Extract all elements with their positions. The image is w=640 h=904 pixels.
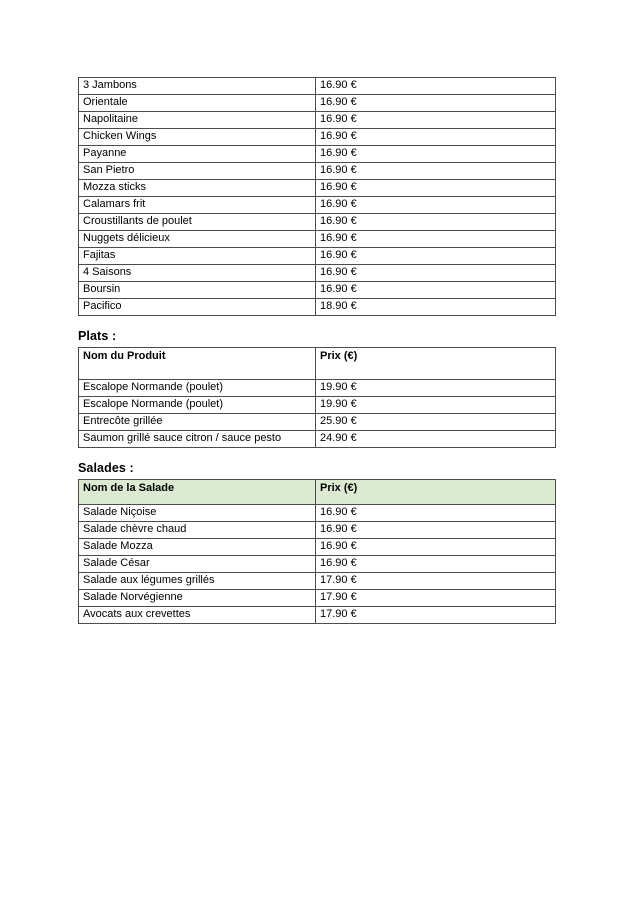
item-name-cell: Orientale: [79, 95, 316, 112]
item-price-cell: 25.90 €: [316, 414, 556, 431]
table-row: [79, 522, 556, 539]
item-price-cell: 16.90 €: [316, 265, 556, 282]
pizzas-snacks-table: [78, 77, 556, 316]
section-spacer: [78, 316, 555, 328]
item-price-cell: 18.90 €: [316, 299, 556, 316]
item-name-cell: Boursin: [79, 282, 316, 299]
table-row: [79, 214, 556, 231]
table-row: [79, 299, 556, 316]
table-row: [79, 197, 556, 214]
table-row: [79, 556, 556, 573]
table-row: [79, 380, 556, 397]
item-price-cell: 16.90 €: [316, 214, 556, 231]
table-row: [79, 231, 556, 248]
table-body: [79, 78, 556, 316]
item-name-cell: Napolitaine: [79, 112, 316, 129]
item-price-cell: 16.90 €: [316, 146, 556, 163]
item-price-cell: 17.90 €: [316, 573, 556, 590]
column-header-name: Nom de la Salade: [79, 480, 316, 505]
item-name-cell: Salade César: [79, 556, 316, 573]
column-header-name: Nom du Produit: [79, 348, 316, 380]
table-row: [79, 573, 556, 590]
document-content-column: [78, 77, 555, 624]
item-price-cell: 24.90 €: [316, 431, 556, 448]
item-name-cell: Escalope Normande (poulet): [79, 380, 316, 397]
table-row: [79, 248, 556, 265]
item-name-cell: Salade chèvre chaud: [79, 522, 316, 539]
item-name-cell: Salade aux légumes grillés: [79, 573, 316, 590]
column-header-price: Prix (€): [316, 480, 556, 505]
item-name-cell: San Pietro: [79, 163, 316, 180]
item-price-cell: 16.90 €: [316, 78, 556, 95]
item-price-cell: 16.90 €: [316, 556, 556, 573]
item-name-cell: Chicken Wings: [79, 129, 316, 146]
table-row: [79, 146, 556, 163]
item-name-cell: 4 Saisons: [79, 265, 316, 282]
item-name-cell: Fajitas: [79, 248, 316, 265]
item-price-cell: 17.90 €: [316, 590, 556, 607]
item-name-cell: 3 Jambons: [79, 78, 316, 95]
item-name-cell: Mozza sticks: [79, 180, 316, 197]
table-head: [79, 480, 556, 505]
item-price-cell: 16.90 €: [316, 95, 556, 112]
table-row: [79, 129, 556, 146]
item-price-cell: 19.90 €: [316, 397, 556, 414]
item-name-cell: Croustillants de poulet: [79, 214, 316, 231]
item-name-cell: Saumon grillé sauce citron / sauce pesto: [79, 431, 316, 448]
item-price-cell: 16.90 €: [316, 282, 556, 299]
item-price-cell: 17.90 €: [316, 607, 556, 624]
table-row: [79, 95, 556, 112]
table-row: [79, 112, 556, 129]
item-name-cell: Payanne: [79, 146, 316, 163]
item-name-cell: Entrecôte grillée: [79, 414, 316, 431]
table-head: [79, 348, 556, 380]
item-price-cell: 16.90 €: [316, 197, 556, 214]
item-name-cell: Salade Niçoise: [79, 505, 316, 522]
table-header-row: [79, 480, 556, 505]
table-row: [79, 397, 556, 414]
item-name-cell: Escalope Normande (poulet): [79, 397, 316, 414]
section-spacer: [78, 448, 555, 460]
table-row: [79, 539, 556, 556]
table-row: [79, 265, 556, 282]
item-name-cell: Salade Norvégienne: [79, 590, 316, 607]
table-row: [79, 78, 556, 95]
item-name-cell: Pacifico: [79, 299, 316, 316]
item-name-cell: Salade Mozza: [79, 539, 316, 556]
item-price-cell: 16.90 €: [316, 180, 556, 197]
salades-section-heading: Salades :: [78, 461, 134, 475]
item-price-cell: 19.90 €: [316, 380, 556, 397]
table-row: [79, 163, 556, 180]
table-row: [79, 282, 556, 299]
item-price-cell: 16.90 €: [316, 522, 556, 539]
item-price-cell: 16.90 €: [316, 112, 556, 129]
table-row: [79, 607, 556, 624]
table-body: [79, 380, 556, 448]
item-price-cell: 16.90 €: [316, 163, 556, 180]
item-price-cell: 16.90 €: [316, 539, 556, 556]
table-row: [79, 180, 556, 197]
item-name-cell: Nuggets délicieux: [79, 231, 316, 248]
item-price-cell: 16.90 €: [316, 248, 556, 265]
item-price-cell: 16.90 €: [316, 231, 556, 248]
column-header-price: Prix (€): [316, 348, 556, 380]
table-header-row: [79, 348, 556, 380]
table-row: [79, 590, 556, 607]
table-row: [79, 431, 556, 448]
item-name-cell: Avocats aux crevettes: [79, 607, 316, 624]
plats-table: [78, 347, 556, 448]
table-row: [79, 505, 556, 522]
item-price-cell: 16.90 €: [316, 505, 556, 522]
plats-section-heading: Plats :: [78, 329, 117, 343]
salades-table: [78, 479, 556, 624]
table-row: [79, 414, 556, 431]
table-body: [79, 505, 556, 624]
item-price-cell: 16.90 €: [316, 129, 556, 146]
item-name-cell: Calamars frit: [79, 197, 316, 214]
